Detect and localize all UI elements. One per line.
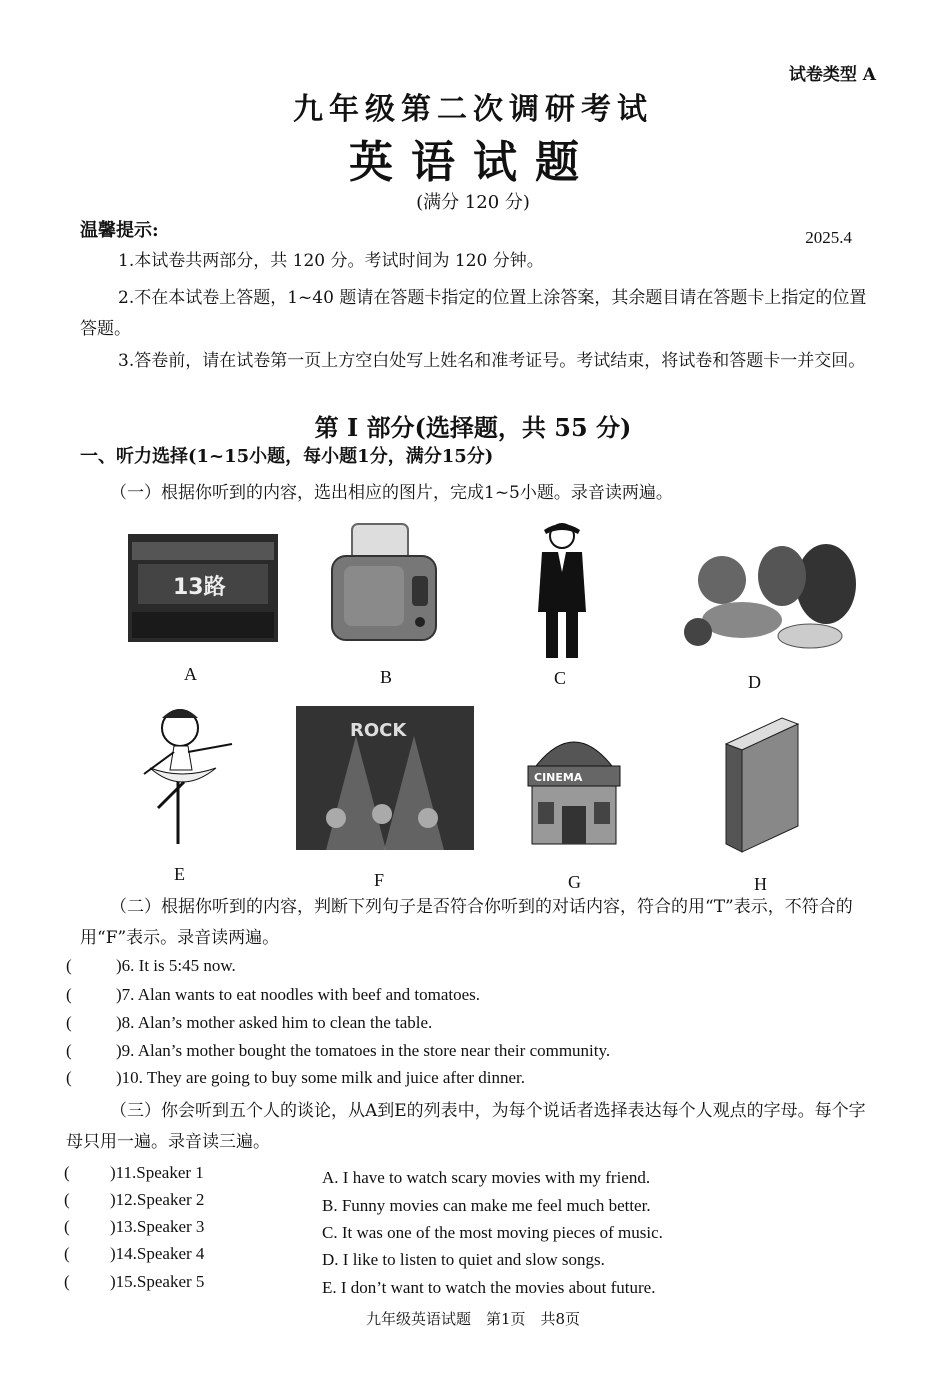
answer-bracket: ( bbox=[64, 1190, 70, 1209]
speaker-11: )11.Speaker 1 bbox=[110, 1163, 204, 1182]
answer-bracket: ( bbox=[64, 1272, 70, 1291]
man-in-suit-icon bbox=[532, 522, 592, 664]
speaker-14: )14.Speaker 4 bbox=[110, 1244, 205, 1263]
question-9: )9. Alan’s mother bought the tomatoes in the store near their community. bbox=[116, 1041, 611, 1060]
answer-bracket: ( bbox=[66, 1041, 72, 1060]
tips-title: 温馨提示: bbox=[80, 220, 159, 241]
rock-text: ROCK bbox=[350, 720, 407, 741]
speaker-13: )13.Speaker 3 bbox=[110, 1217, 205, 1236]
pic-label-h: H bbox=[754, 874, 767, 894]
answer-bracket: ( bbox=[64, 1244, 70, 1263]
paper-type: 试卷类型 A bbox=[788, 65, 876, 85]
ballerina-icon bbox=[134, 704, 238, 854]
tip-1: 1.本试卷共两部分，共 120 分。考试时间为 120 分钟。 bbox=[118, 251, 544, 271]
pic-label-e: E bbox=[174, 864, 185, 884]
speaker-12: )12.Speaker 2 bbox=[110, 1190, 205, 1209]
answer-bracket: ( bbox=[66, 956, 72, 975]
answer-bracket: ( bbox=[66, 1013, 72, 1032]
exam-title: 九年级第二次调研考试 bbox=[293, 92, 653, 127]
sub-instruction-2: （二）根据你听到的内容，判断下列句子是否符合你听到的对话内容，符合的用“T”表示，不符合的用“F”表示。录音读两遍。 bbox=[80, 897, 853, 948]
book-icon bbox=[720, 714, 802, 856]
bus-route-text: 13路 bbox=[173, 575, 226, 600]
question-7: )7. Alan wants to eat noodles with beef and tomatoes. bbox=[116, 985, 480, 1004]
full-score: (满分 120 分) bbox=[416, 192, 530, 213]
bus-icon bbox=[128, 534, 278, 642]
answer-bracket: ( bbox=[66, 1068, 72, 1087]
sub-instruction-3: （三）你会听到五个人的谈论，从A到E的列表中，为每个说话者选择表达每个人观点的字母。每个字母只用一遍。录音读三遍。 bbox=[66, 1101, 866, 1152]
pic-label-d: D bbox=[748, 672, 761, 692]
speaker-15: )15.Speaker 5 bbox=[110, 1272, 205, 1291]
pic-label-c: C bbox=[554, 668, 567, 688]
sub-instruction-1: （一）根据你听到的内容，选出相应的图片，完成1~5小题。录音读两遍。 bbox=[110, 483, 673, 503]
pic-label-g: G bbox=[568, 872, 581, 892]
rock-concert-icon bbox=[296, 706, 474, 850]
answer-bracket: ( bbox=[64, 1163, 70, 1182]
cinema-icon bbox=[526, 722, 622, 848]
pic-label-f: F bbox=[374, 870, 385, 890]
question-6: )6. It is 5:45 now. bbox=[116, 956, 236, 975]
pic-label-a: A bbox=[184, 664, 197, 684]
option-c: C. It was one of the most moving pieces of music. bbox=[322, 1223, 663, 1242]
answer-bracket: ( bbox=[64, 1217, 70, 1236]
part-title: 第 I 部分(选择题，共 55 分) bbox=[314, 413, 632, 442]
page-footer: 九年级英语试题 第1页 共8页 bbox=[365, 1310, 581, 1328]
answer-bracket: ( bbox=[66, 985, 72, 1004]
option-e: E. I don’t want to watch the movies about future. bbox=[322, 1278, 656, 1297]
option-d: D. I like to listen to quiet and slow songs. bbox=[322, 1250, 605, 1269]
toaster-icon bbox=[328, 522, 440, 642]
fruits-vegetables-icon bbox=[678, 536, 860, 658]
section-title: 一、听力选择(1~15小题，每小题1分，满分15分) bbox=[80, 446, 494, 467]
cinema-text: CINEMA bbox=[534, 771, 583, 784]
question-10: )10. They are going to buy some milk and juice after dinner. bbox=[116, 1068, 525, 1087]
option-b: B. Funny movies can make me feel much better. bbox=[322, 1196, 651, 1215]
tip-3: 3.答卷前，请在试卷第一页上方空白处写上姓名和准考证号。考试结束，将试卷和答题卡一并交回。 bbox=[118, 351, 866, 371]
subject-title: 英语试题 bbox=[349, 137, 597, 188]
tip-2: 2.不在本试卷上答题，1~40 题请在答题卡指定的位置上涂答案，其余题目请在答题卡上指定的位置答题。 bbox=[80, 288, 867, 339]
pic-label-b: B bbox=[380, 667, 393, 687]
question-8: )8. Alan’s mother asked him to clean the table. bbox=[116, 1013, 433, 1032]
exam-date: 2025.4 bbox=[805, 228, 852, 247]
option-a: A. I have to watch scary movies with my friend. bbox=[322, 1168, 651, 1187]
